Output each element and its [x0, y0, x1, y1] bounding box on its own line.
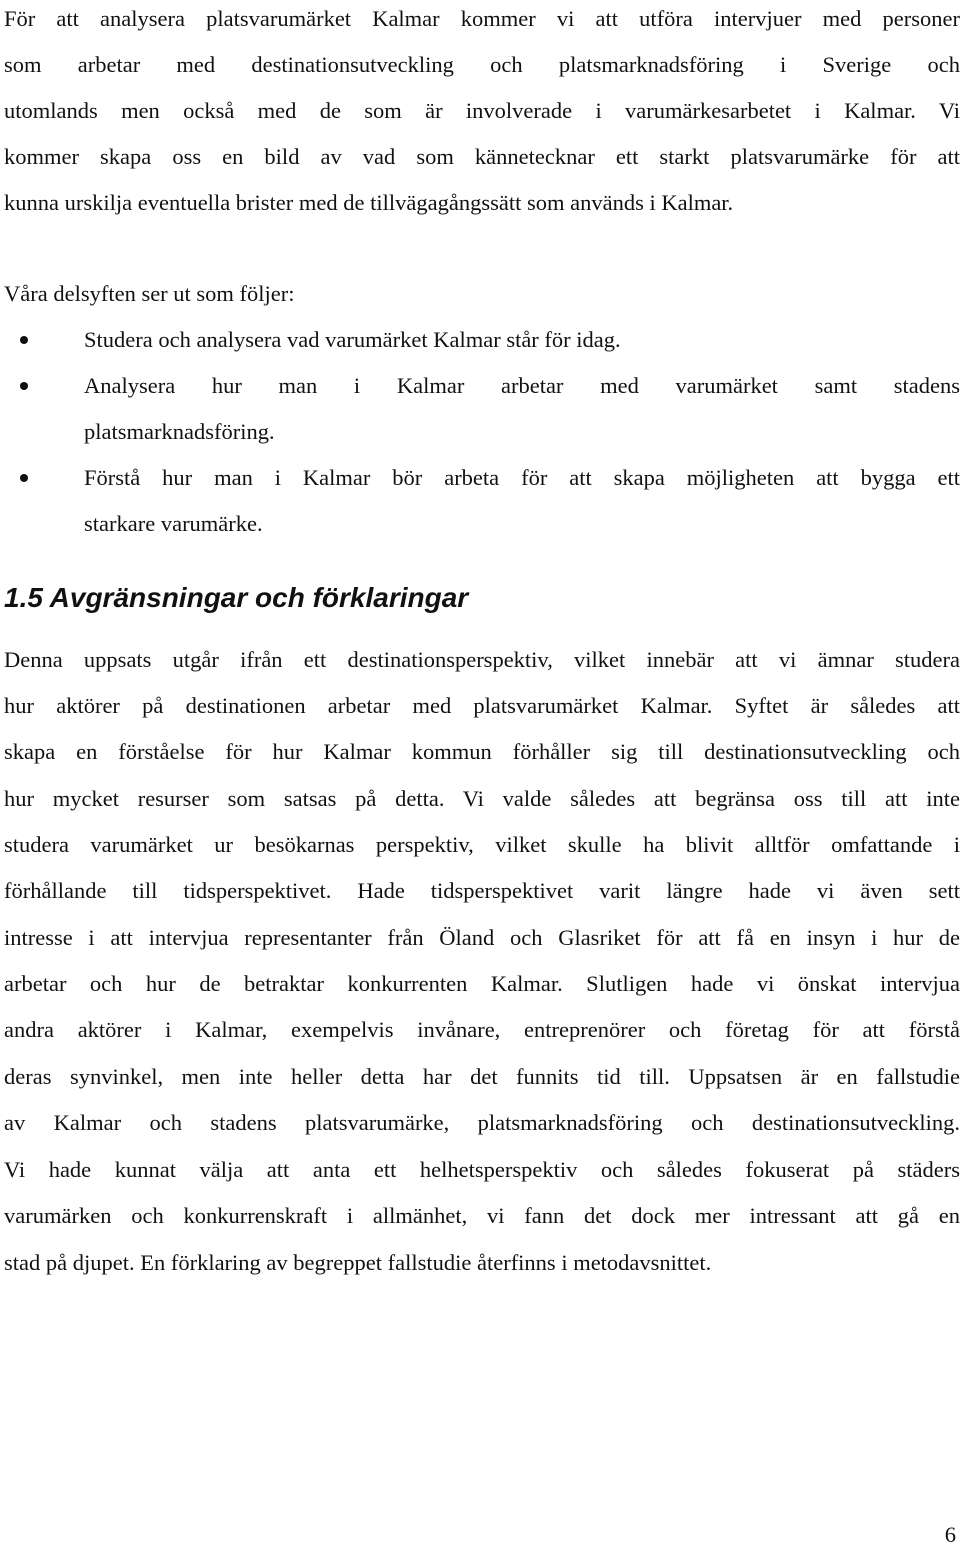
section-line: förhållande till tidsperspektivet. Hade tidsperspektivet varit längre hade vi även sett: [4, 878, 960, 903]
section-heading: 1.5 Avgränsningar och förklaringar: [4, 582, 469, 613]
section-line: Denna uppsats utgår ifrån ett destinationsperspektiv, vilket innebär att vi ämnar studera: [4, 647, 960, 672]
section-line: skapa en förståelse för hur Kalmar kommun förhåller sig till destinationsutveckling och: [4, 739, 960, 764]
intro-line: som arbetar med destinationsutveckling och platsmarknadsföring i Sverige och: [4, 52, 960, 77]
list-item-line: Studera och analysera vad varumärket Kalmar står för idag.: [84, 327, 621, 352]
bullet-icon: [20, 474, 28, 482]
section-line: hur aktörer på destinationen arbetar med platsvarumärket Kalmar. Syftet är således att: [4, 693, 960, 718]
section-line: varumärken och konkurrenskraft i allmänhet, vi fann det dock mer intressant att gå en: [4, 1203, 960, 1228]
intro-line: kunna urskilja eventuella brister med de tillvägagångssätt som används i Kalmar.: [4, 190, 734, 215]
section-line: hur mycket resurser som satsas på detta. Vi valde således att begränsa oss till att inte: [4, 786, 960, 811]
section-line: studera varumärket ur besökarnas perspektiv, vilket skulle ha blivit alltför omfattande i: [4, 832, 960, 857]
section-line: andra aktörer i Kalmar, exempelvis invånare, entreprenörer och företag för att förstå: [4, 1017, 960, 1042]
intro-line: För att analysera platsvarumärket Kalmar kommer vi att utföra intervjuer med personer: [4, 6, 960, 31]
section-line: deras synvinkel, men inte heller detta har det funnits tid till. Uppsatsen är en fallstudie: [4, 1064, 960, 1089]
list-item-line: Förstå hur man i Kalmar bör arbeta för att skapa möjligheten att bygga ett: [84, 465, 960, 490]
section-line: av Kalmar och stadens platsvarumärke, platsmarknadsföring och destinationsutveckling.: [4, 1110, 960, 1135]
page-number: 6: [944, 1522, 956, 1547]
section-line: Vi hade kunnat välja att anta ett helhetsperspektiv och således fokuserat på städers: [4, 1157, 960, 1182]
subgoals-lead: Våra delsyften ser ut som följer:: [4, 281, 295, 306]
bullet-icon: [20, 382, 28, 390]
list-item-line: starkare varumärke.: [84, 511, 263, 536]
list-item-line: platsmarknadsföring.: [84, 419, 275, 444]
list-item-line: Analysera hur man i Kalmar arbetar med varumärket samt stadens: [84, 373, 960, 398]
intro-line: kommer skapa oss en bild av vad som kännetecknar ett starkt platsvarumärke för att: [4, 144, 960, 169]
bullet-icon: [20, 336, 28, 344]
section-line: intresse i att intervjua representanter från Öland och Glasriket för att få en insyn i hur de: [4, 925, 960, 950]
section-line: stad på djupet. En förklaring av begreppet fallstudie återfinns i metodavsnittet.: [4, 1250, 712, 1275]
section-line: arbetar och hur de betraktar konkurrenten Kalmar. Slutligen hade vi önskat intervjua: [4, 971, 960, 996]
intro-line: utomlands men också med de som är involverade i varumärkesarbetet i Kalmar. Vi: [4, 98, 960, 123]
